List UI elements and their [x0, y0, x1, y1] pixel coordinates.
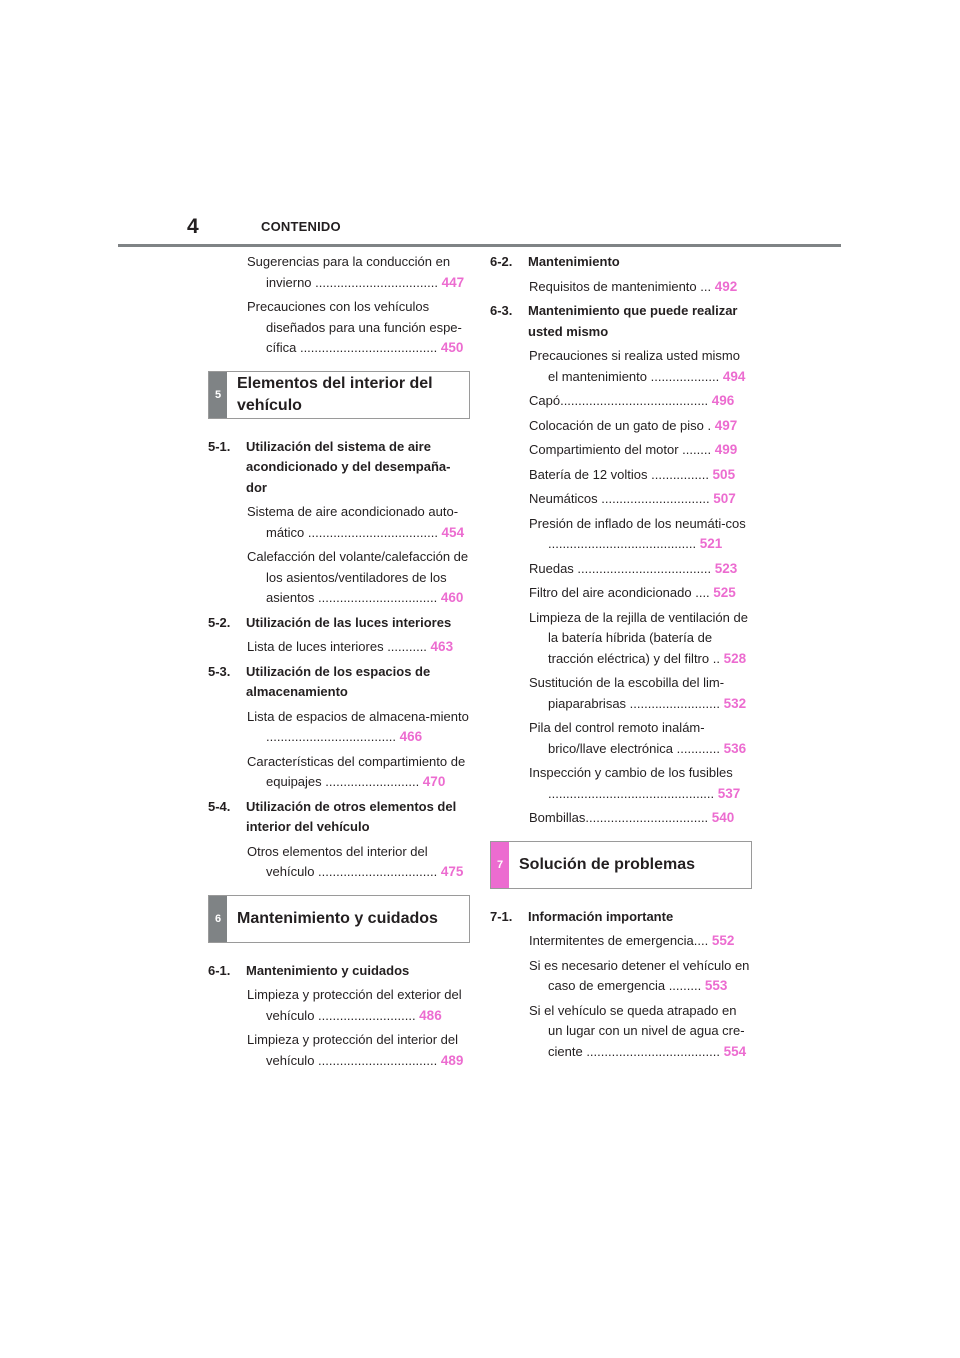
toc-leader-dots: .................................	[314, 1052, 441, 1068]
toc-page-link[interactable]: 494	[722, 368, 746, 384]
toc-leader-dots: ......................................	[296, 340, 441, 355]
section-title: Utilización de las luces interiores	[246, 614, 452, 630]
section-title: Utilización del sistema de aire acondicionado y del desempaña-dor	[246, 438, 451, 495]
toc-entry-text: Inspección y cambio de los fusibles	[529, 765, 733, 780]
toc-page-link[interactable]: 553	[704, 978, 728, 993]
toc-page-link[interactable]: 499	[714, 442, 738, 457]
toc-page-link[interactable]: 454	[441, 524, 465, 540]
toc-page-link[interactable]: 447	[441, 274, 465, 290]
toc-entry-text: Características del compartimiento de equipajes	[247, 753, 466, 789]
section-number: 6-2.	[490, 254, 513, 269]
section-number: 5-2.	[208, 614, 231, 630]
toc-page-link[interactable]: 496	[711, 393, 735, 408]
section-number: 5-1.	[208, 438, 231, 454]
toc-entry-text: Precauciones con los vehículos diseñados para una función espe-cífica	[247, 299, 462, 355]
toc-entry-text: Sugerencias para la conducción en invierno	[247, 254, 451, 290]
section-title: Utilización de los espacios de almacenamiento	[246, 663, 431, 699]
toc-entry-text: Ruedas	[529, 560, 574, 576]
toc-entry[interactable]	[490, 416, 752, 437]
toc-entry[interactable]	[208, 252, 470, 293]
toc-entry-text: Si el vehículo se queda atrapado en un lugar con un nivel de agua cre-ciente	[529, 1002, 745, 1059]
toc-entry[interactable]	[490, 465, 752, 486]
toc-entry[interactable]	[208, 752, 470, 793]
toc-page-link[interactable]: 486	[419, 1007, 442, 1023]
toc-entry[interactable]	[208, 1030, 470, 1071]
toc-entry-text: Filtro del aire acondicionado	[529, 585, 692, 600]
toc-entry[interactable]	[490, 1001, 752, 1063]
toc-entry-text: Presión de inflado de los neumáti-cos	[529, 515, 746, 531]
toc-entry-text: Limpieza de la rejilla de ventilación de la batería híbrida (batería de tracción eléctrica) y del filtro	[529, 609, 748, 666]
section-number: 5-4.	[208, 798, 231, 814]
toc-entry[interactable]	[208, 547, 470, 609]
toc-page-link[interactable]: 537	[717, 785, 741, 801]
toc-entry-text: Capó	[529, 393, 561, 408]
toc-section-heading	[490, 301, 752, 342]
toc-entry-text: Calefacción del volante/calefacción de los asientos/ventiladores de los asientos	[247, 549, 469, 605]
section-title: Información importante	[528, 908, 674, 924]
header-title: CONTENIDO	[261, 219, 341, 234]
toc-entry-text: Bombillas	[529, 810, 586, 825]
toc-entry-text: Compartimiento del motor	[529, 442, 679, 457]
toc-leader-dots: .	[703, 417, 715, 433]
toc-entry-text: Lista de espacios de almacena-miento	[247, 708, 469, 724]
toc-entry-text: Si es necesario detener el vehículo en caso de emergencia	[529, 957, 750, 993]
toc-section-heading	[490, 907, 752, 928]
section-title: Mantenimiento que puede realizar usted mismo	[528, 303, 738, 339]
toc-entry-text: Neumáticos	[529, 491, 598, 506]
toc-leader-dots: .....................................	[573, 560, 715, 576]
section-title: Utilización de otros elementos del interior del vehículo	[246, 798, 457, 834]
toc-leader-dots: .........................	[626, 695, 724, 711]
toc-leader-dots: ............	[673, 740, 724, 756]
toc-section-heading	[208, 961, 470, 982]
toc-leader-dots: ..............................................	[548, 785, 718, 801]
toc-page-link[interactable]: 523	[714, 560, 738, 576]
toc-page-link[interactable]: 540	[711, 810, 735, 825]
toc-leader-dots: ....................................	[304, 524, 442, 540]
toc-section-heading	[208, 662, 470, 703]
toc-entry-text: Otros elementos del interior del vehículo	[247, 843, 428, 879]
toc-entry[interactable]	[208, 297, 470, 359]
toc-leader-dots: .........................................	[560, 393, 712, 408]
toc-entry[interactable]	[490, 583, 752, 604]
section-title: Mantenimiento	[528, 254, 620, 269]
toc-page-link[interactable]: 532	[723, 695, 747, 711]
chapter-box	[208, 895, 470, 943]
section-title: Mantenimiento y cuidados	[246, 962, 410, 978]
toc-entry[interactable]	[490, 559, 752, 580]
toc-column-left	[208, 252, 470, 1075]
toc-section-heading	[208, 797, 470, 838]
toc-leader-dots: ....	[691, 585, 714, 600]
section-number: 7-1.	[490, 908, 513, 924]
chapter-title: Solución de problemas	[519, 855, 696, 873]
toc-entry-text: Precauciones si realiza usted mismo el mantenimiento	[529, 348, 740, 384]
toc-leader-dots: ....	[693, 933, 712, 948]
chapter-box	[208, 371, 470, 419]
toc-leader-dots: ...	[696, 278, 715, 294]
toc-page-link[interactable]: 470	[422, 774, 446, 789]
toc-entry[interactable]	[208, 502, 470, 543]
toc-entry-text: Batería de 12 voltios	[529, 466, 648, 482]
toc-entry[interactable]	[490, 440, 752, 461]
section-number: 6-3.	[490, 303, 513, 318]
chapter-number-tab: 5	[209, 372, 227, 418]
toc-page-link[interactable]: 554	[723, 1043, 747, 1059]
toc-entry-text: Limpieza y protección del interior del vehículo	[247, 1032, 458, 1068]
toc-leader-dots: ..................................	[311, 274, 442, 290]
toc-leader-dots: .........	[665, 978, 705, 993]
toc-entry[interactable]	[490, 391, 752, 412]
toc-page-link[interactable]: 525	[713, 585, 736, 600]
toc-leader-dots: ................	[647, 466, 713, 482]
toc-leader-dots: .................................	[314, 864, 441, 879]
toc-entry[interactable]	[490, 514, 752, 555]
toc-entry[interactable]	[208, 637, 470, 658]
toc-section-heading	[208, 613, 470, 634]
toc-page-link[interactable]: 505	[712, 466, 736, 482]
toc-leader-dots: ..................................	[585, 810, 712, 825]
toc-entry-text: Requisitos de mantenimiento	[529, 278, 697, 294]
toc-page-link[interactable]: 552	[711, 933, 735, 948]
toc-entry-text: Colocación de un gato de piso	[529, 417, 704, 433]
toc-entry-text: Pila del control remoto inalám-brico/llave electrónica	[529, 720, 705, 756]
toc-entry[interactable]	[490, 346, 752, 387]
toc-leader-dots: .....................................	[582, 1043, 724, 1059]
toc-entry-text: Intermitentes de emergencia	[529, 933, 694, 948]
toc-page-link[interactable]: 521	[699, 536, 723, 551]
toc-entry[interactable]	[490, 489, 752, 510]
toc-entry[interactable]	[490, 956, 752, 997]
toc-column-right	[490, 252, 752, 1066]
toc-section-heading	[208, 437, 470, 499]
toc-page-link[interactable]: 528	[723, 650, 747, 666]
toc-leader-dots: ..........................	[321, 774, 423, 789]
toc-leader-dots: ...........	[383, 639, 431, 654]
toc-entry-text: Lista de luces interiores	[247, 639, 384, 654]
toc-page-link[interactable]: 475	[440, 864, 464, 879]
toc-leader-dots: ..	[709, 650, 724, 666]
chapter-number-tab: 7	[491, 842, 509, 888]
toc-entry[interactable]	[490, 763, 752, 804]
toc-page-link[interactable]: 489	[440, 1052, 464, 1068]
toc-page-link[interactable]: 466	[399, 729, 423, 744]
toc-entry[interactable]	[490, 808, 752, 829]
toc-page-link[interactable]: 463	[430, 639, 454, 654]
toc-section-heading	[490, 252, 752, 273]
toc-leader-dots: ...........................	[314, 1007, 420, 1023]
chapter-box	[490, 841, 752, 889]
chapter-number-tab: 6	[209, 896, 227, 942]
toc-entry[interactable]	[490, 718, 752, 759]
toc-leader-dots: ...................	[647, 368, 723, 384]
toc-entry[interactable]	[490, 931, 752, 952]
section-number: 5-3.	[208, 663, 231, 679]
toc-entry[interactable]	[208, 707, 470, 748]
toc-page-link[interactable]: 492	[714, 278, 738, 294]
toc-leader-dots: ..............................	[597, 491, 714, 506]
toc-page-link[interactable]: 536	[723, 740, 747, 756]
chapter-title: Elementos del interior del vehículo	[237, 374, 433, 414]
toc-entry[interactable]	[490, 673, 752, 714]
toc-page-link[interactable]: 497	[714, 417, 738, 433]
toc-entry-text: Sustitución de la escobilla del lim-piaparabrisas	[529, 675, 725, 711]
page-number: 4	[187, 215, 199, 238]
toc-page-link[interactable]: 450	[440, 340, 464, 355]
toc-entry[interactable]	[490, 608, 752, 670]
toc-leader-dots: .........................................	[548, 536, 700, 551]
toc-leader-dots: ....................................	[266, 729, 400, 744]
toc-leader-dots: ........	[678, 442, 715, 457]
toc-entry-text: Sistema de aire acondicionado auto-mático	[247, 504, 459, 540]
chapter-title: Mantenimiento y cuidados	[237, 909, 438, 927]
toc-leader-dots: .................................	[314, 590, 441, 605]
toc-entry[interactable]	[208, 842, 470, 883]
section-number: 6-1.	[208, 962, 231, 978]
toc-entry[interactable]	[490, 277, 752, 298]
toc-page-link[interactable]: 460	[440, 590, 464, 605]
toc-entry-text: Limpieza y protección del exterior del vehículo	[247, 987, 462, 1023]
toc-page-link[interactable]: 507	[713, 491, 736, 506]
toc-entry[interactable]	[208, 985, 470, 1026]
header-rule	[118, 244, 841, 247]
